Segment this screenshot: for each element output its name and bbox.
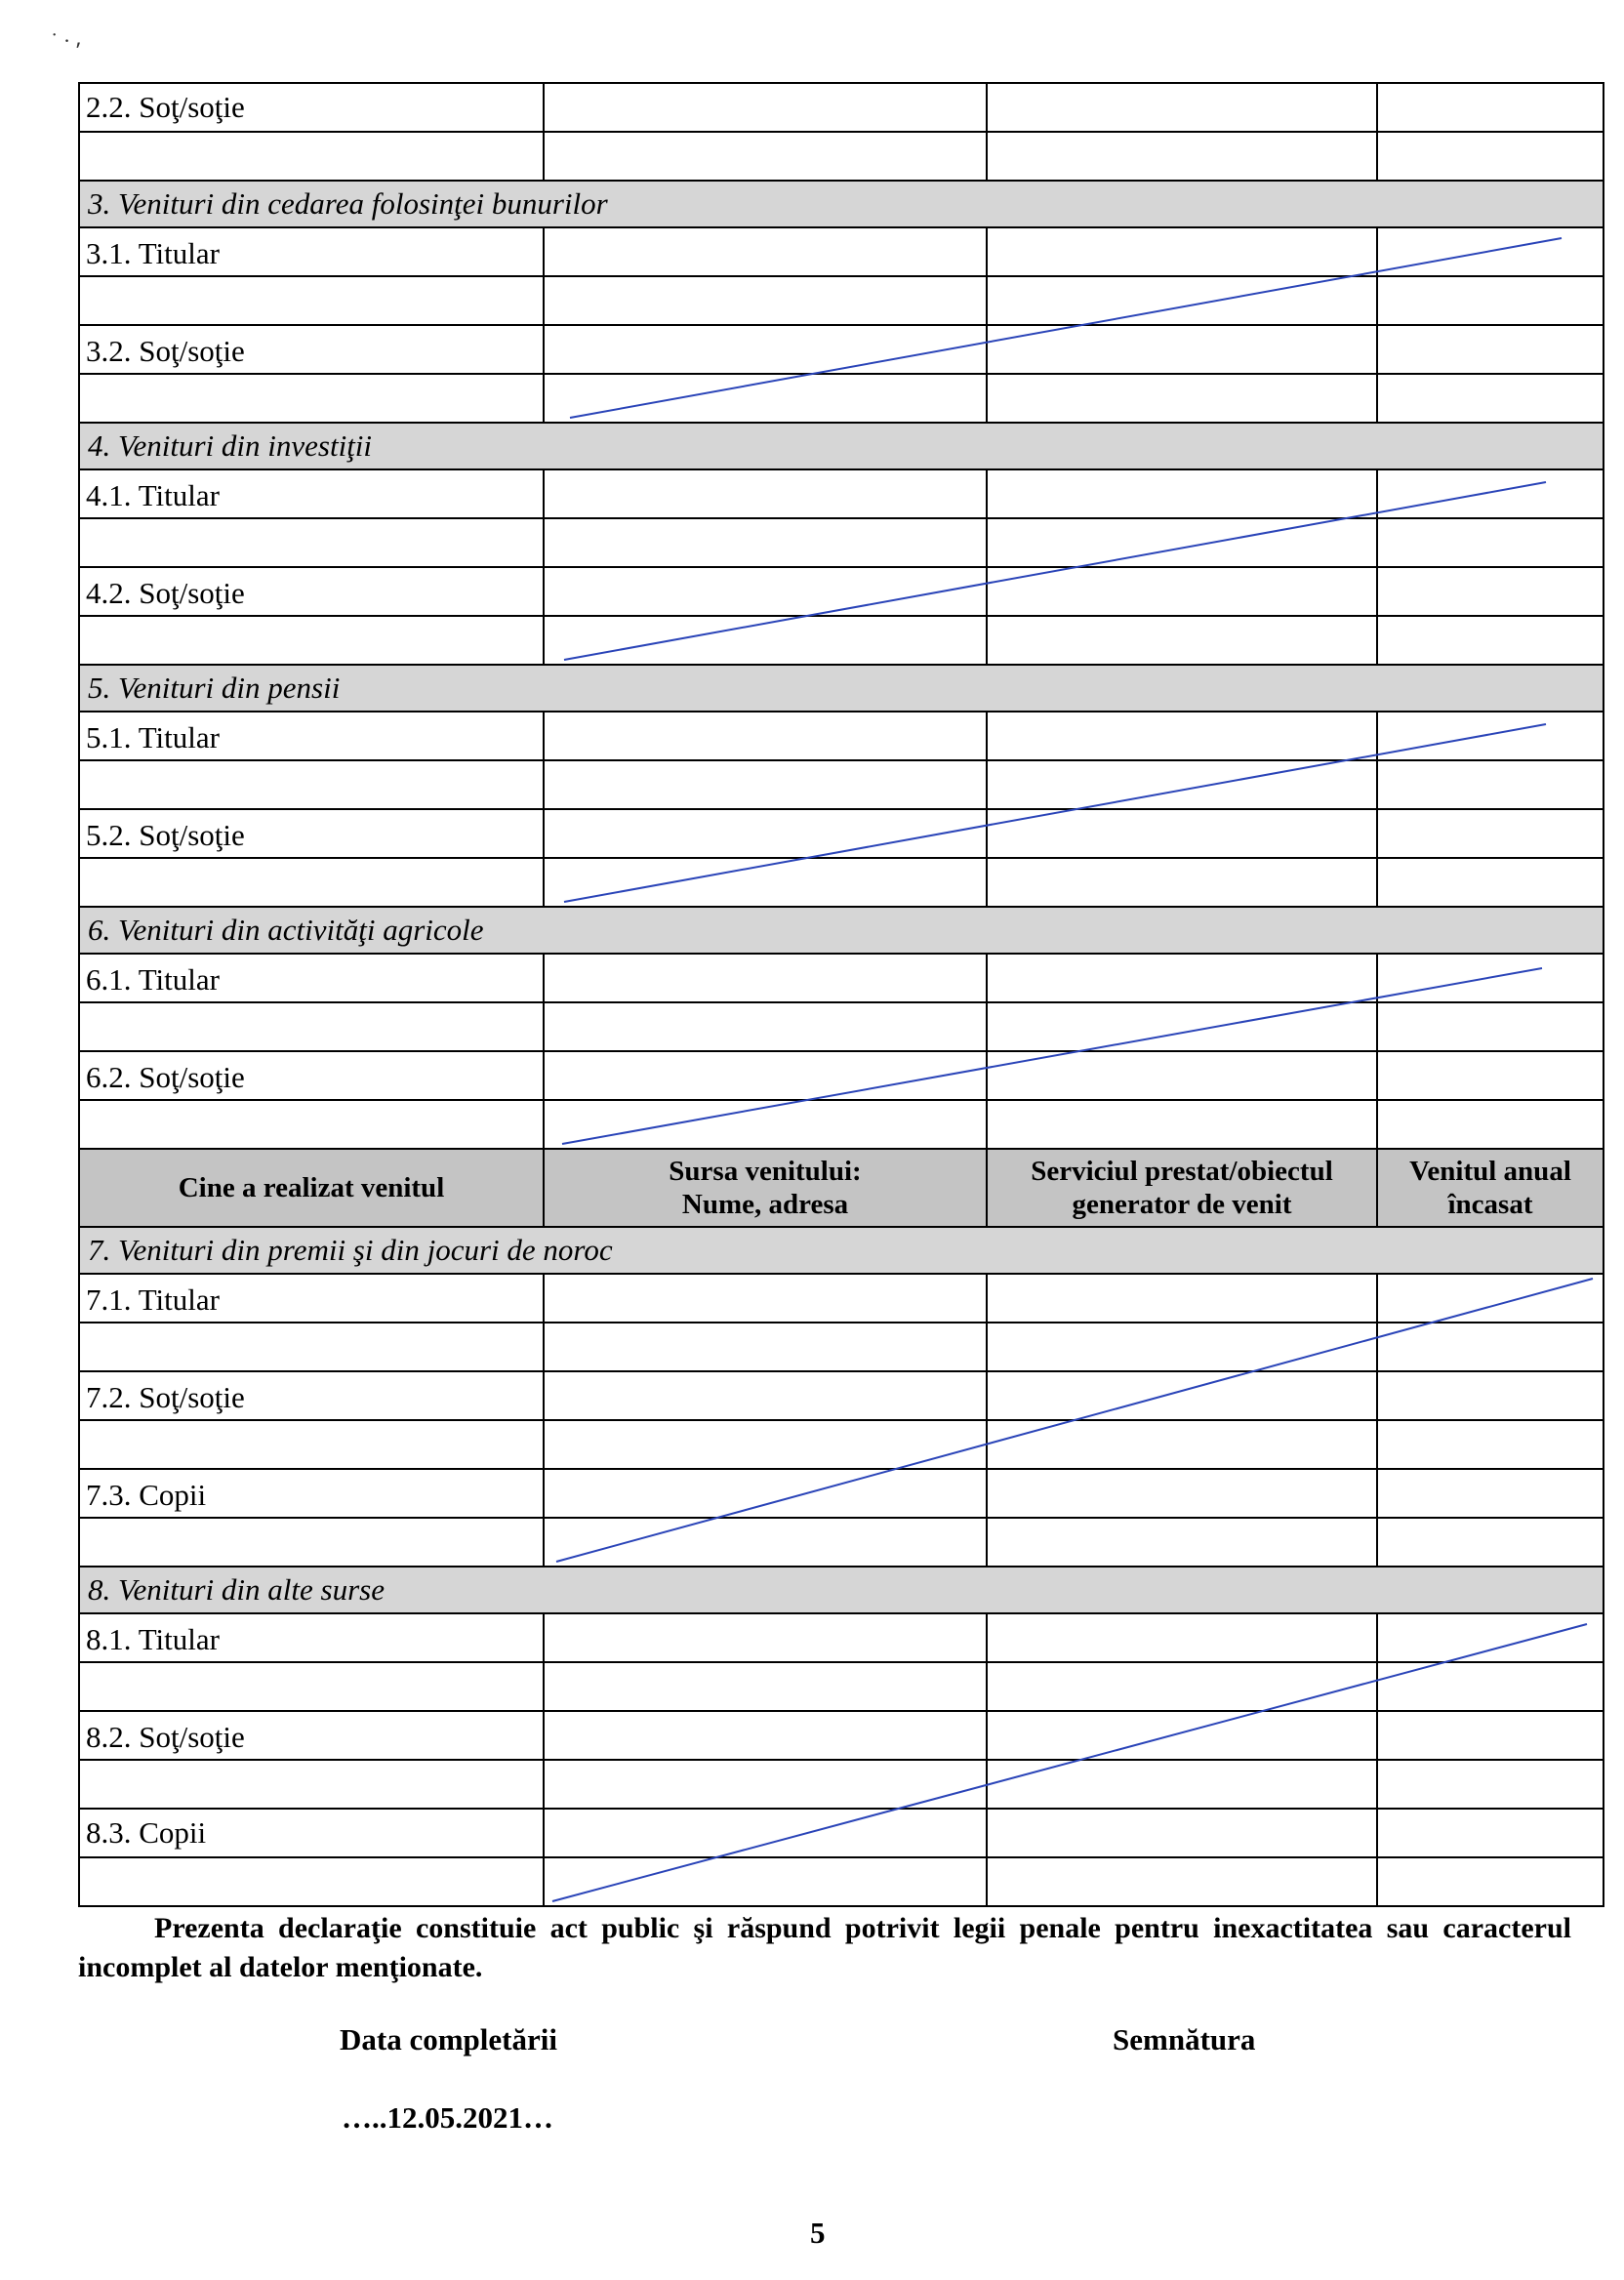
table-cell (986, 1710, 1378, 1761)
table-cell (1376, 1517, 1604, 1568)
table-cell (986, 711, 1378, 761)
column-header-who (78, 1148, 545, 1228)
table-cell (1376, 324, 1604, 375)
table-cell (986, 1856, 1378, 1907)
table-cell (986, 1001, 1378, 1052)
legal-statement: Prezenta declaraţie constituie act public şi răspund potrivit legii penale pentru inexactitatea sau caracterul incomplet al datelor menţionate. (78, 1912, 1571, 1983)
table-cell (986, 1612, 1378, 1663)
table-cell (543, 711, 988, 761)
table-cell (986, 1370, 1378, 1421)
table-cell (1376, 1419, 1604, 1470)
table-cell (543, 517, 988, 568)
table-cell (986, 1517, 1378, 1568)
table-cell (543, 566, 988, 617)
table-cell (1376, 1273, 1604, 1323)
table-cell (78, 1099, 545, 1150)
table-cell (1376, 131, 1604, 182)
scan-artifact: ˙ · ⸴ (51, 28, 82, 53)
table-cell (78, 1759, 545, 1810)
table-cell (986, 1419, 1378, 1470)
table-cell (986, 131, 1378, 182)
section-title: 7. Venituri din premii şi din jocuri de noroc (78, 1226, 1604, 1275)
table-cell (543, 615, 988, 666)
table-cell (78, 1419, 545, 1470)
table-cell (543, 1001, 988, 1052)
section-title: 6. Venituri din activităţi agricole (78, 906, 1604, 955)
table-cell (78, 275, 545, 326)
date-value: …..12.05.2021… (342, 2100, 553, 2135)
table-cell (1376, 566, 1604, 617)
table-cell (1376, 857, 1604, 908)
row-label: 5.2. Soţ/soţie (86, 818, 245, 852)
table-cell (543, 1856, 988, 1907)
table-cell (543, 131, 988, 182)
table-cell (986, 1273, 1378, 1323)
table-cell (543, 1099, 988, 1150)
table-cell (543, 275, 988, 326)
table-cell (1376, 1710, 1604, 1761)
table-cell (986, 857, 1378, 908)
table-cell (1376, 373, 1604, 424)
row-label: 7.2. Soţ/soţie (86, 1380, 245, 1414)
table-cell (543, 953, 988, 1003)
table-cell (1376, 1612, 1604, 1663)
column-header-label: Venitul anual (1409, 1156, 1571, 1187)
table-cell (1376, 615, 1604, 666)
table-cell (543, 1370, 988, 1421)
table-cell (543, 324, 988, 375)
column-header-label: Sursa venitului: (669, 1156, 862, 1187)
table-cell (1376, 1856, 1604, 1907)
table-cell (1376, 1099, 1604, 1150)
table-cell (986, 953, 1378, 1003)
table-cell (543, 226, 988, 277)
table-cell (543, 759, 988, 810)
row-label: 4.1. Titular (86, 478, 220, 512)
table-cell (1376, 759, 1604, 810)
table-cell (986, 808, 1378, 859)
table-cell (543, 808, 988, 859)
table-cell (543, 857, 988, 908)
table-cell (543, 468, 988, 519)
table-cell (543, 1808, 988, 1858)
table-cell (1376, 226, 1604, 277)
table-cell (543, 373, 988, 424)
signature-label: Semnătura (1113, 2022, 1256, 2056)
table-cell (986, 517, 1378, 568)
column-header-annual-income (1376, 1148, 1604, 1228)
row-label: 8.2. Soţ/soţie (86, 1720, 245, 1754)
table-cell (986, 1322, 1378, 1372)
column-header-label: Nume, adresa (681, 1189, 849, 1220)
table-cell (1376, 953, 1604, 1003)
table-cell (986, 1661, 1378, 1712)
section-title: 5. Venituri din pensii (78, 664, 1604, 712)
table-cell (1376, 1370, 1604, 1421)
column-header-label: generator de venit (1072, 1189, 1292, 1220)
table-cell (1376, 517, 1604, 568)
table-cell (1376, 1322, 1604, 1372)
table-cell (1376, 1759, 1604, 1810)
table-cell (986, 275, 1378, 326)
table-cell (986, 468, 1378, 519)
row-label: 2.2. Soţ/soţie (86, 90, 245, 124)
table-cell (986, 615, 1378, 666)
table-cell (543, 1661, 988, 1712)
table-cell (543, 1612, 988, 1663)
column-header-label: încasat (1447, 1189, 1533, 1220)
table-cell (1376, 1468, 1604, 1519)
row-label: 3.1. Titular (86, 236, 220, 270)
table-cell (1376, 275, 1604, 326)
table-cell (1376, 1808, 1604, 1858)
table-cell (78, 517, 545, 568)
row-label: 5.1. Titular (86, 720, 220, 754)
row-label: 8.3. Copii (86, 1815, 207, 1850)
table-cell (78, 131, 545, 182)
row-label: 7.3. Copii (86, 1478, 207, 1512)
table-cell (78, 759, 545, 810)
column-header-label: Serviciul prestat/obiectul (1031, 1156, 1333, 1187)
row-label: 7.1. Titular (86, 1282, 220, 1317)
table-cell (986, 566, 1378, 617)
table-cell (986, 226, 1378, 277)
table-cell (78, 373, 545, 424)
table-cell (543, 1419, 988, 1470)
table-cell (986, 324, 1378, 375)
table-cell (1376, 1001, 1604, 1052)
table-cell (543, 1468, 988, 1519)
table-cell (986, 1759, 1378, 1810)
table-cell (1376, 1661, 1604, 1712)
row-label: 3.2. Soţ/soţie (86, 334, 245, 368)
table-cell (543, 1759, 988, 1810)
table-cell (1376, 808, 1604, 859)
table-cell (1376, 711, 1604, 761)
table-cell (78, 1001, 545, 1052)
table-cell (986, 1099, 1378, 1150)
row-label: 6.1. Titular (86, 962, 220, 997)
table-cell (543, 1517, 988, 1568)
table-cell (543, 1273, 988, 1323)
table-cell (986, 1808, 1378, 1858)
column-header-source (543, 1148, 988, 1228)
table-cell (78, 1661, 545, 1712)
column-header-service (986, 1148, 1378, 1228)
column-header-label: Cine a realizat venitul (178, 1172, 445, 1203)
table-cell (1376, 468, 1604, 519)
table-cell (543, 82, 988, 133)
table-cell (986, 82, 1378, 133)
table-cell (986, 759, 1378, 810)
table-cell (986, 373, 1378, 424)
section-title: 8. Venituri din alte surse (78, 1566, 1604, 1614)
table-cell (543, 1322, 988, 1372)
table-cell (543, 1050, 988, 1101)
row-label: 6.2. Soţ/soţie (86, 1060, 245, 1094)
table-cell (986, 1050, 1378, 1101)
table-cell (1376, 82, 1604, 133)
table-cell (1376, 1050, 1604, 1101)
date-label: Data completării (340, 2022, 557, 2056)
table-cell (78, 857, 545, 908)
section-title: 3. Venituri din cedarea folosinţei bunurilor (78, 180, 1604, 228)
section-title: 4. Venituri din investiţii (78, 422, 1604, 470)
table-cell (78, 1322, 545, 1372)
row-label: 4.2. Soţ/soţie (86, 576, 245, 610)
table-cell (986, 1468, 1378, 1519)
table-cell (78, 1856, 545, 1907)
table-cell (543, 1710, 988, 1761)
table-cell (78, 1517, 545, 1568)
row-label: 8.1. Titular (86, 1622, 220, 1656)
table-cell (78, 615, 545, 666)
page-number: 5 (810, 2216, 826, 2250)
